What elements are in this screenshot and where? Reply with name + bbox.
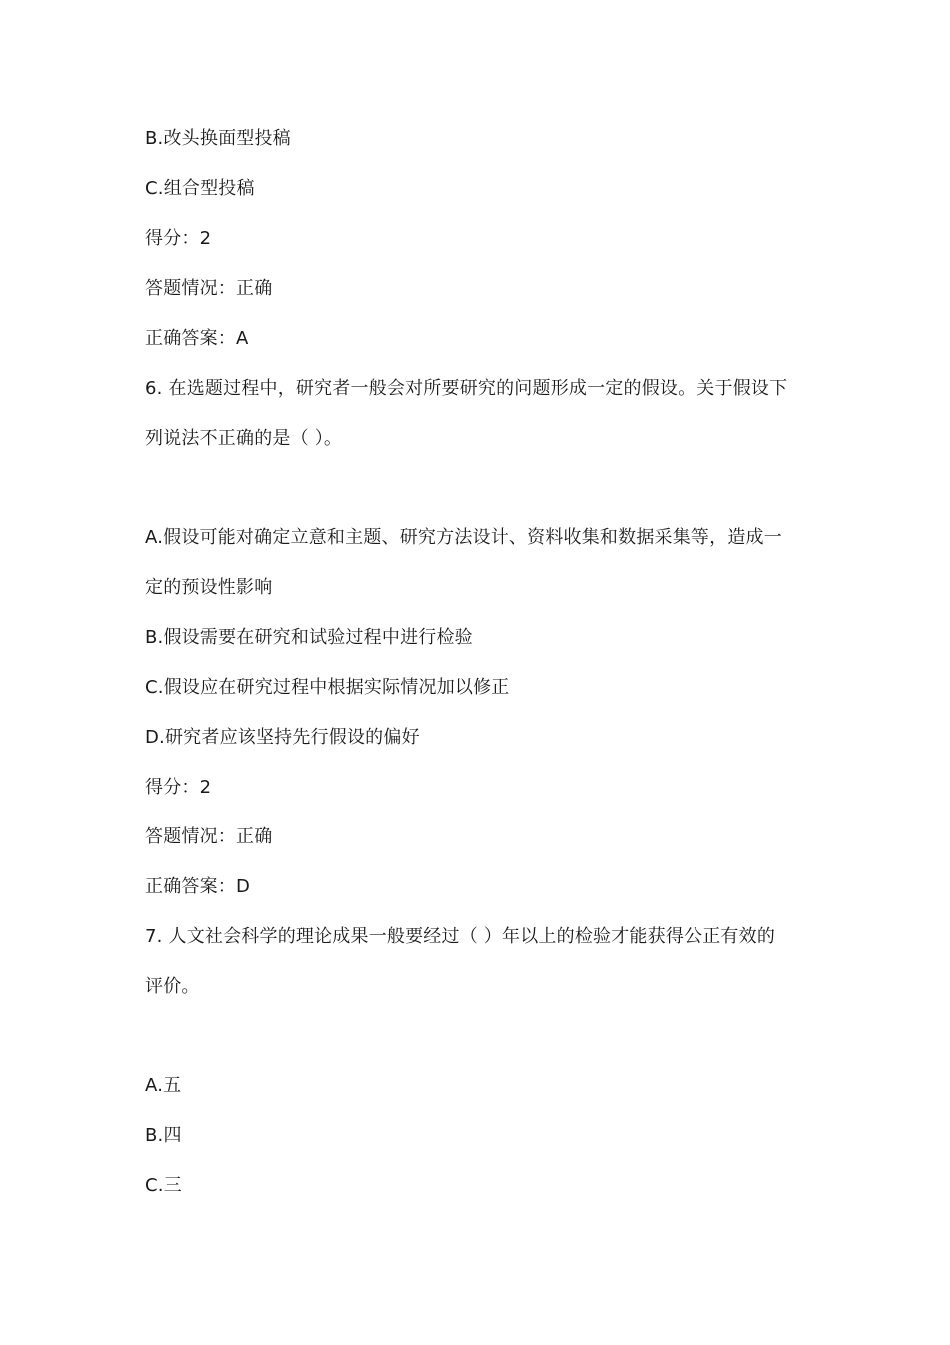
q6-status: 答题情况：正确 bbox=[145, 826, 273, 847]
q6-stem-line1: 6. 在选题过程中，研究者一般会对所要研究的问题形成一定的假设。关于假设下 bbox=[145, 378, 788, 399]
q5-status: 答题情况：正确 bbox=[145, 278, 273, 299]
q7-stem-line2: 评价。 bbox=[145, 976, 200, 997]
q5-option-c: C.组合型投稿 bbox=[145, 178, 255, 199]
q6-option-a-line2: 定的预设性影响 bbox=[145, 577, 273, 598]
q6-correct-answer: 正确答案：D bbox=[145, 876, 251, 897]
q5-score: 得分：2 bbox=[145, 228, 212, 249]
q6-stem-line2: 列说法不正确的是（ ）。 bbox=[145, 428, 343, 449]
q6-option-d: D.研究者应该坚持先行假设的偏好 bbox=[145, 727, 420, 748]
q6-option-a-line1: A.假设可能对确定立意和主题、研究方法设计、资料收集和数据采集等，造成一 bbox=[145, 527, 782, 548]
q7-option-a: A.五 bbox=[145, 1075, 182, 1096]
q7-stem-line1: 7. 人文社会科学的理论成果一般要经过（ ）年以上的检验才能获得公正有效的 bbox=[145, 926, 776, 947]
q6-option-c: C.假设应在研究过程中根据实际情况加以修正 bbox=[145, 677, 510, 698]
q6-option-b: B.假设需要在研究和试验过程中进行检验 bbox=[145, 627, 473, 648]
q5-option-b: B.改头换面型投稿 bbox=[145, 128, 291, 149]
q7-option-c: C.三 bbox=[145, 1175, 182, 1196]
q5-correct-answer: 正确答案：A bbox=[145, 328, 249, 349]
q6-score: 得分：2 bbox=[145, 777, 212, 798]
q7-option-b: B.四 bbox=[145, 1125, 182, 1146]
